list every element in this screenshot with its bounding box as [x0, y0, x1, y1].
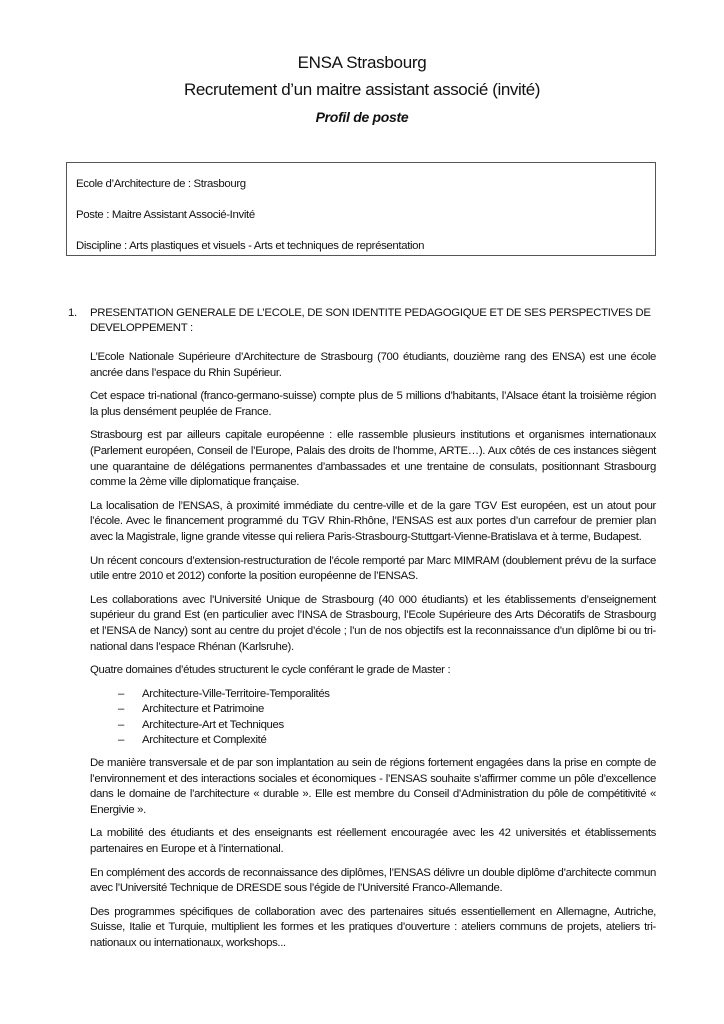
section-number: 1. [68, 307, 77, 319]
paragraph: Quatre domaines d’études structurent le cycle conférant le grade de Master : [90, 664, 451, 677]
paragraph: Cet espace tri-national (franco-germano-suisse) compte plus de 5 millions d’habitants, l’Alsace étant la troisième région la plus densément peuplée de France. [90, 390, 656, 418]
discipline-line [76, 239, 646, 254]
discipline-label: Discipline : [76, 240, 130, 252]
paragraph: De manière transversale et de par son implantation au sein de régions fortement engagées dans la prise en compte de l’environnement et des interactions sociales et économiques - l’ENSAS souhaite s’affirmer comme un pôle d’excellence dans le domaine de l’architecture « durable ». Elle est membre du Conseil d’Administration du pôle de compétitivité « Energivie ». [90, 757, 656, 816]
list-item: – Architecture-Art et Techniques [118, 718, 656, 734]
position-info-box [66, 162, 656, 256]
school-name: ENSA Strasbourg [297, 53, 427, 72]
discipline-value: Arts plastiques et visuels - Arts et techniques de représentation [129, 240, 425, 252]
paragraph: La localisation de l’ENSAS, à proximité immédiate du centre-ville et de la gare TGV Est européen, est un atout pour l’école. Avec le financement programmé du TGV Rhin-Rhône, l’ENSAS est aux portes d’un carrefour de premier plan avec la Magistrale, ligne grande vitesse qui reliera Paris-Strasbourg-Stuttgart-Vienne-Bratislava et à terme, Budapest. [90, 499, 656, 543]
domains-list [90, 687, 656, 749]
poste-label: Poste : [76, 209, 112, 221]
paragraph: Des programmes spécifiques de collaboration avec des partenaires situés essentiellement en Allemagne, Autriche, Suisse, Italie et Turquie, multiplient les formes et les pratiques d’ouverture : ateliers communs de projets, ateliers tri-nationaux ou internationaux, workshops... [90, 905, 656, 949]
list-item: – Architecture et Patrimoine [118, 702, 656, 718]
ecole-label: Ecole d’Architecture de : [76, 178, 194, 190]
paragraph: L’Ecole Nationale Supérieure d’Architecture de Strasbourg (700 étudiants, douzième rang des ENSA) est une école ancrée dans l’espace du Rhin Supérieur. [90, 351, 656, 379]
paragraph: La mobilité des étudiants et des enseignants est réellement encouragée avec les 42 universités et établissements partenaires en Europe et à l’international. [90, 827, 656, 856]
document-header [0, 52, 724, 128]
list-item: – Architecture-Ville-Territoire-Temporalités [118, 687, 656, 703]
document-subtitle: Profil de poste [315, 109, 409, 125]
ecole-value: Strasbourg [193, 178, 246, 190]
ecole-line [76, 177, 646, 192]
document-title: Recrutement d’un maitre assistant associé (invité) [183, 80, 541, 99]
paragraph: Un récent concours d’extension-restructuration de l’école remporté par Marc MIMRAM (doublement prévu de la surface utile entre 2010 et 2012) conforte la position européenne de l’ENSAS. [90, 554, 656, 583]
poste-value: Maitre Assistant Associé-Invité [111, 209, 255, 221]
section-body [90, 350, 656, 960]
list-item: – Architecture et Complexité [118, 733, 656, 749]
paragraph: En complément des accords de reconnaissance des diplômes, l’ENSAS délivre un double diplôme d’architecte commun avec l’Université Technique de DRESDE sous l’égide de l’Université Franco-Allemande. [90, 866, 656, 895]
poste-line [76, 208, 646, 223]
section-heading [68, 306, 658, 336]
section-title: PRESENTATION GENERALE DE L’ECOLE, DE SON IDENTITE PEDAGOGIQUE ET DE SES PERSPECTIVES DE DEVELOPPEMENT : [90, 307, 651, 334]
paragraph: Strasbourg est par ailleurs capitale européenne : elle rassemble plusieurs institutions et organismes internationaux (Parlement européen, Conseil de l’Europe, Palais des droits de l’homme, ARTE…). Aux côtés de ces instances siègent une quarantaine de délégations permanentes d’ambassades et une trentaine de consulats, positionnant Strasbourg comme la 2ème ville diplomatique française. [90, 429, 656, 489]
paragraph: Les collaborations avec l’Université Unique de Strasbourg (40 000 étudiants) et les établissements d’enseignement supérieur du grand Est (en particulier avec l’INSA de Strasbourg, l’Ecole Supérieure des Arts Décoratifs de Strasbourg et l’ENSA de Nancy) sont au centre du projet d’école ; l’un de nos objectifs est la reconnaissance d’un diplôme bi ou tri-national dans l’espace Rhénan (Karlsruhe). [90, 593, 656, 653]
